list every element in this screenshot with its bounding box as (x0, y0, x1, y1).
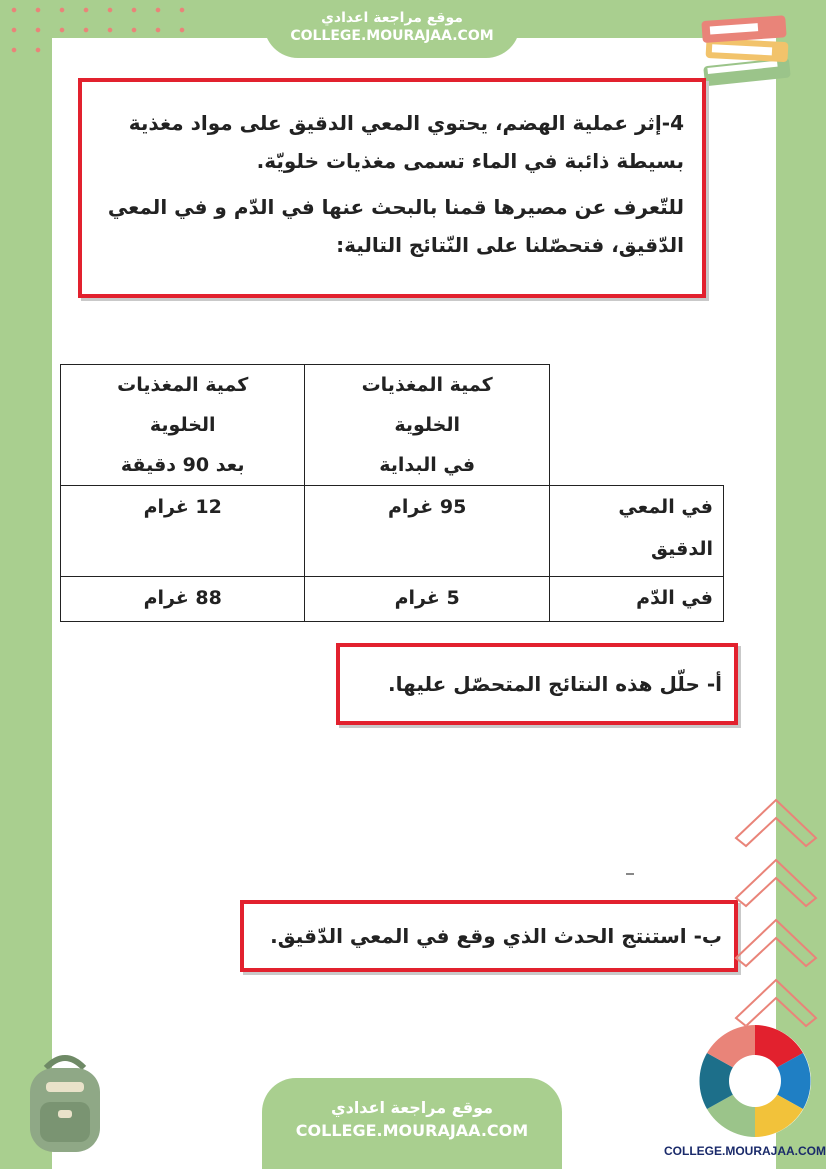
task-a-text: أ- حلّل هذه النتائج المتحصّل عليها. (388, 672, 722, 696)
row-label-intestine (549, 486, 723, 577)
footer-tab (262, 1078, 562, 1169)
row-label-line1: في الدّم (636, 587, 713, 609)
footer-site-name: موقع مراجعة اعدادي (330, 1098, 494, 1117)
chevron-up-icon (732, 912, 820, 972)
question-context: للتّعرف عن مصيرها قمنا بالبحث عنها في الدّم و في المعي الدّقيق، فتحصّلنا على النّتائج التالية: (107, 195, 684, 257)
backpack-icon (16, 1052, 114, 1160)
header-site-url[interactable]: COLLEGE.MOURAJAA.COM (290, 28, 494, 44)
cell-intestine-start: 95 غرام (305, 486, 549, 577)
cell-blood-start: 5 غرام (305, 577, 549, 622)
brand-caption: COLLEGE.MOURAJAA.COM (664, 1144, 826, 1158)
header-start-line1: كمية المغذيات (361, 374, 493, 396)
chevron-up-icon (732, 792, 820, 852)
cell-blood-after: 88 غرام (61, 577, 305, 622)
row-label-line2: الدقيق (651, 538, 713, 560)
education-wheel-icon (696, 1022, 814, 1140)
divider-mark (626, 873, 634, 875)
results-table (60, 364, 724, 622)
table-corner-cell (549, 365, 723, 486)
header-tab (264, 0, 520, 58)
header-start-amount (305, 365, 549, 486)
header-start-line3: في البداية (379, 454, 476, 476)
cell-intestine-after: 12 غرام (61, 486, 305, 577)
question-intro: 4-إثر عملية الهضم، يحتوي المعي الدقيق على مواد مغذية بسيطة ذائبة في الماء تسمى مغذيات خلويّة. (128, 111, 684, 173)
header-after-line2: الخلوية (149, 414, 216, 436)
task-b-text: ب- استنتج الحدث الذي وقع في المعي الدّقيق. (270, 924, 722, 948)
header-after-amount (61, 365, 305, 486)
footer-site-url[interactable]: COLLEGE.MOURAJAA.COM (295, 1121, 529, 1140)
chevron-up-icon (732, 852, 820, 912)
task-a-box (336, 643, 738, 725)
table-row (61, 577, 724, 622)
question-box (78, 78, 706, 298)
header-after-line3: بعد 90 دقيقة (120, 454, 245, 476)
row-label-line1: في المعي (618, 496, 713, 518)
header-site-name: موقع مراجعة اعدادي (321, 10, 463, 26)
header-after-line1: كمية المغذيات (117, 374, 249, 396)
table-row (61, 486, 724, 577)
task-b-box (240, 900, 738, 972)
row-label-blood (549, 577, 723, 622)
books-icon (696, 12, 800, 92)
header-start-line2: الخلوية (394, 414, 460, 436)
